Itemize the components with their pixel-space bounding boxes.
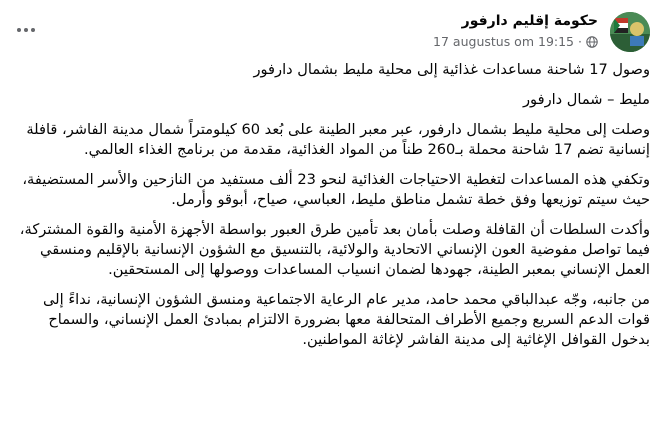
post-paragraph: وتكفي هذه المساعدات لتغطية الاحتياجات الغذائية لنحو 23 ألف مستفيد من النازحين والأسر المستضيفة، حيث سيتم توزيعها وفق خطة تشمل مناطق مليط، العباسي، صياح، أبوقو وأرمل.: [22, 171, 650, 208]
post-paragraph: وصلت إلى محلية مليط بشمال دارفور، عبر معبر الطينة على بُعد 60 كيلومتراً شمال مدينة الفاشر، قافلة إنسانية تضم 17 شاحنة محملة بـ260 طناً من المواد الغذائية، مقدمة من برنامج الغذاء العالمي.: [26, 121, 650, 158]
post-dateline: مليط – شمال دارفور: [523, 91, 650, 108]
post-timestamp[interactable]: 17 augustus om 19:15: [433, 34, 575, 49]
post-header: [14, 12, 650, 52]
post-meta: [433, 34, 598, 49]
page-avatar[interactable]: [610, 12, 650, 52]
post-paragraph: من جانبه، وجّه عبدالباقي محمد حامد، مدير عام الرعاية الاجتماعية ومنسق الشؤون الإنسانية، نداءً إلى قوات الدعم السريع وجميع الأطراف المتحالفة معها بضرورة الالتزام بمبادئ العمل الإنساني، والسماح بدخول القوافل الإغاثية إلى مدينة الفاشر لإغاثة المواطنين.: [43, 291, 650, 348]
post-paragraph: وأكدت السلطات أن القافلة وصلت بأمان بعد تأمين طرق العبور بواسطة الأجهزة الأمنية والقوة المشتركة، فيما تواصل مفوضية العون الإنساني الاتحادية والولائية، بالتنسيق مع الشؤون الإنسانية بالإقليم ومنسقي العمل الإنساني بمعبر الطينة، جهودها لضمان انسياب المساعدات ووصولها إلى المستحقين.: [19, 221, 650, 278]
avatar-image: [610, 12, 650, 52]
globe-icon[interactable]: [586, 36, 598, 48]
meta-separator: ·: [578, 34, 582, 49]
post-body: [14, 60, 650, 360]
post-headline: وصول 17 شاحنة مساعدات غذائية إلى محلية مليط بشمال دارفور: [253, 61, 650, 78]
more-options-icon[interactable]: [14, 20, 38, 40]
page-name[interactable]: حكومة إقليم دارفور: [461, 13, 598, 29]
